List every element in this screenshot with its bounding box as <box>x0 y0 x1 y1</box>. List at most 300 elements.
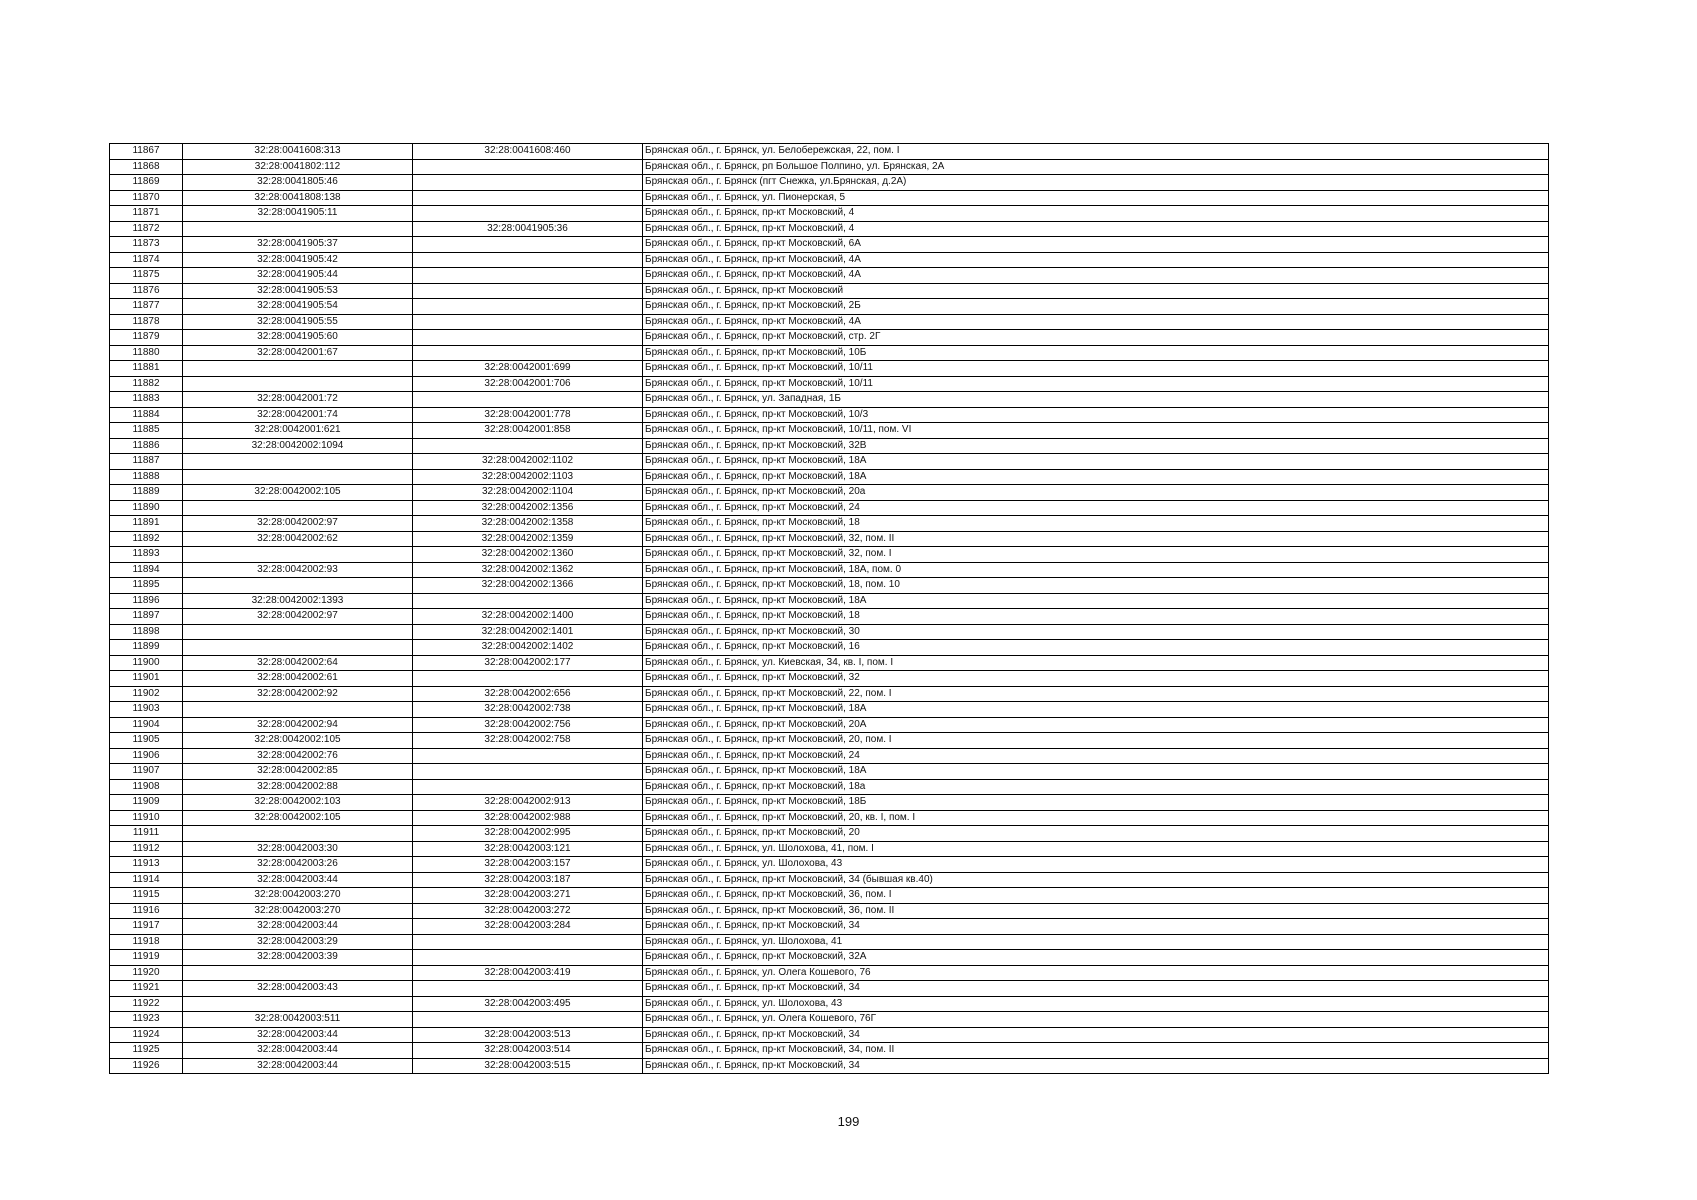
cadastral-number-building-cell: 32:28:0042003:284 <box>413 919 643 935</box>
cadastral-number-parcel-cell: 32:28:0042003:43 <box>183 981 413 997</box>
cadastral-number-building-cell <box>413 314 643 330</box>
row-number-cell: 11888 <box>110 469 183 485</box>
address-cell: Брянская обл., г. Брянск, ул. Шолохова, 43 <box>643 996 1549 1012</box>
cadastral-number-parcel-cell: 32:28:0042002:76 <box>183 748 413 764</box>
row-number-cell: 11913 <box>110 857 183 873</box>
cadastral-number-building-cell: 32:28:0042002:1104 <box>413 485 643 501</box>
address-cell: Брянская обл., г. Брянск, пр-кт Московский, 18А, пом. 0 <box>643 562 1549 578</box>
cadastral-number-building-cell: 32:28:0041905:36 <box>413 221 643 237</box>
table-row <box>110 314 1549 330</box>
address-cell: Брянская обл., г. Брянск, пр-кт Московский, 4 <box>643 206 1549 222</box>
table-row <box>110 919 1549 935</box>
row-number-cell: 11901 <box>110 671 183 687</box>
cadastral-number-parcel-cell: 32:28:0042002:105 <box>183 485 413 501</box>
cadastral-number-building-cell: 32:28:0042002:756 <box>413 717 643 733</box>
row-number-cell: 11885 <box>110 423 183 439</box>
cadastral-number-parcel-cell: 32:28:0042003:39 <box>183 950 413 966</box>
row-number-cell: 11903 <box>110 702 183 718</box>
address-cell: Брянская обл., г. Брянск, пр-кт Московский, 24 <box>643 500 1549 516</box>
address-cell: Брянская обл., г. Брянск, пр-кт Московский, 32, пом. I <box>643 547 1549 563</box>
row-number-cell: 11887 <box>110 454 183 470</box>
address-cell: Брянская обл., г. Брянск, ул. Олега Кошевого, 76 <box>643 965 1549 981</box>
table-row <box>110 593 1549 609</box>
cadastral-number-parcel-cell: 32:28:0041905:55 <box>183 314 413 330</box>
row-number-cell: 11869 <box>110 175 183 191</box>
table-row <box>110 237 1549 253</box>
row-number-cell: 11925 <box>110 1043 183 1059</box>
address-cell: Брянская обл., г. Брянск, пр-кт Московский, 36, пом. II <box>643 903 1549 919</box>
row-number-cell: 11918 <box>110 934 183 950</box>
address-cell: Брянская обл., г. Брянск, рп Большое Полпино, ул. Брянская, 2А <box>643 159 1549 175</box>
cadastral-number-building-cell: 32:28:0042003:157 <box>413 857 643 873</box>
table-row <box>110 1012 1549 1028</box>
table-row <box>110 1043 1549 1059</box>
cadastral-number-building-cell <box>413 252 643 268</box>
address-cell: Брянская обл., г. Брянск, пр-кт Московский, 4А <box>643 252 1549 268</box>
cadastral-number-parcel-cell <box>183 826 413 842</box>
cadastral-number-parcel-cell: 32:28:0042003:44 <box>183 1027 413 1043</box>
table-row <box>110 903 1549 919</box>
cadastral-number-building-cell: 32:28:0042002:177 <box>413 655 643 671</box>
cadastral-number-building-cell <box>413 345 643 361</box>
address-cell: Брянская обл., г. Брянск, пр-кт Московский, 34 <box>643 1027 1549 1043</box>
cadastral-number-parcel-cell: 32:28:0042002:105 <box>183 733 413 749</box>
cadastral-number-building-cell <box>413 593 643 609</box>
row-number-cell: 11924 <box>110 1027 183 1043</box>
cadastral-number-building-cell <box>413 330 643 346</box>
table-row <box>110 671 1549 687</box>
row-number-cell: 11907 <box>110 764 183 780</box>
address-cell: Брянская обл., г. Брянск (пгт Снежка, ул.Брянская, д.2А) <box>643 175 1549 191</box>
cadastral-number-building-cell: 32:28:0042002:1103 <box>413 469 643 485</box>
table-row <box>110 144 1549 160</box>
cadastral-number-parcel-cell: 32:28:0042002:103 <box>183 795 413 811</box>
address-cell: Брянская обл., г. Брянск, пр-кт Московский, 20А <box>643 717 1549 733</box>
address-cell: Брянская обл., г. Брянск, пр-кт Московский, 20, кв. I, пом. I <box>643 810 1549 826</box>
table-row <box>110 392 1549 408</box>
table-row <box>110 624 1549 640</box>
row-number-cell: 11878 <box>110 314 183 330</box>
address-cell: Брянская обл., г. Брянск, пр-кт Московский, 36, пом. I <box>643 888 1549 904</box>
address-cell: Брянская обл., г. Брянск, пр-кт Московский, 16 <box>643 640 1549 656</box>
row-number-cell: 11926 <box>110 1058 183 1074</box>
table-row <box>110 578 1549 594</box>
row-number-cell: 11872 <box>110 221 183 237</box>
cadastral-number-building-cell <box>413 764 643 780</box>
address-cell: Брянская обл., г. Брянск, ул. Шолохова, 43 <box>643 857 1549 873</box>
cadastral-number-parcel-cell: 32:28:0042001:72 <box>183 392 413 408</box>
table-row <box>110 299 1549 315</box>
cadastral-number-parcel-cell: 32:28:0042002:105 <box>183 810 413 826</box>
cadastral-number-building-cell: 32:28:0042001:699 <box>413 361 643 377</box>
row-number-cell: 11877 <box>110 299 183 315</box>
row-number-cell: 11912 <box>110 841 183 857</box>
row-number-cell: 11876 <box>110 283 183 299</box>
address-cell: Брянская обл., г. Брянск, пр-кт Московский, 20 <box>643 826 1549 842</box>
cadastral-number-building-cell: 32:28:0042002:1358 <box>413 516 643 532</box>
cadastral-number-building-cell <box>413 237 643 253</box>
address-cell: Брянская обл., г. Брянск, пр-кт Московский, 30 <box>643 624 1549 640</box>
address-cell: Брянская обл., г. Брянск, пр-кт Московский, 34 (бывшая кв.40) <box>643 872 1549 888</box>
cadastral-number-building-cell: 32:28:0042002:995 <box>413 826 643 842</box>
row-number-cell: 11910 <box>110 810 183 826</box>
cadastral-number-parcel-cell: 32:28:0042003:44 <box>183 872 413 888</box>
address-cell: Брянская обл., г. Брянск, ул. Белобережская, 22, пом. I <box>643 144 1549 160</box>
address-cell: Брянская обл., г. Брянск, пр-кт Московский, 18, пом. 10 <box>643 578 1549 594</box>
address-cell: Брянская обл., г. Брянск, пр-кт Московский, 20а <box>643 485 1549 501</box>
cadastral-number-building-cell: 32:28:0042002:1102 <box>413 454 643 470</box>
address-cell: Брянская обл., г. Брянск, ул. Шолохова, 41 <box>643 934 1549 950</box>
row-number-cell: 11879 <box>110 330 183 346</box>
cadastral-number-parcel-cell: 32:28:0042002:1094 <box>183 438 413 454</box>
table-row <box>110 376 1549 392</box>
cadastral-number-building-cell: 32:28:0042003:515 <box>413 1058 643 1074</box>
table-row <box>110 252 1549 268</box>
address-cell: Брянская обл., г. Брянск, пр-кт Московский, 18 <box>643 609 1549 625</box>
row-number-cell: 11902 <box>110 686 183 702</box>
cadastral-number-parcel-cell: 32:28:0041905:11 <box>183 206 413 222</box>
table-row <box>110 454 1549 470</box>
cadastral-number-building-cell <box>413 671 643 687</box>
address-cell: Брянская обл., г. Брянск, пр-кт Московский, 2Б <box>643 299 1549 315</box>
table-row <box>110 283 1549 299</box>
row-number-cell: 11895 <box>110 578 183 594</box>
address-cell: Брянская обл., г. Брянск, пр-кт Московский, 18Б <box>643 795 1549 811</box>
row-number-cell: 11870 <box>110 190 183 206</box>
cadastral-number-parcel-cell: 32:28:0042001:621 <box>183 423 413 439</box>
row-number-cell: 11911 <box>110 826 183 842</box>
cadastral-number-building-cell <box>413 283 643 299</box>
address-cell: Брянская обл., г. Брянск, пр-кт Московский, 18А <box>643 593 1549 609</box>
cadastral-number-parcel-cell: 32:28:0042002:64 <box>183 655 413 671</box>
cadastral-number-parcel-cell: 32:28:0041805:46 <box>183 175 413 191</box>
table-row <box>110 826 1549 842</box>
cadastral-number-parcel-cell <box>183 702 413 718</box>
cadastral-number-parcel-cell: 32:28:0042002:97 <box>183 516 413 532</box>
cadastral-number-parcel-cell: 32:28:0042003:270 <box>183 888 413 904</box>
table-row <box>110 190 1549 206</box>
address-cell: Брянская обл., г. Брянск, пр-кт Московский, 18А <box>643 454 1549 470</box>
cadastral-number-parcel-cell: 32:28:0041802:112 <box>183 159 413 175</box>
address-cell: Брянская обл., г. Брянск, ул. Киевская, 34, кв. I, пом. I <box>643 655 1549 671</box>
cadastral-number-building-cell: 32:28:0042002:656 <box>413 686 643 702</box>
cadastral-number-parcel-cell: 32:28:0042002:61 <box>183 671 413 687</box>
address-cell: Брянская обл., г. Брянск, ул. Западная, 1Б <box>643 392 1549 408</box>
cadastral-number-building-cell <box>413 392 643 408</box>
cadastral-number-parcel-cell: 32:28:0041905:37 <box>183 237 413 253</box>
cadastral-number-building-cell: 32:28:0042003:187 <box>413 872 643 888</box>
row-number-cell: 11882 <box>110 376 183 392</box>
cadastral-number-parcel-cell: 32:28:0041905:44 <box>183 268 413 284</box>
row-number-cell: 11893 <box>110 547 183 563</box>
table-row <box>110 330 1549 346</box>
cadastral-number-building-cell <box>413 748 643 764</box>
table-row <box>110 516 1549 532</box>
row-number-cell: 11892 <box>110 531 183 547</box>
address-cell: Брянская обл., г. Брянск, пр-кт Московский, 10/3 <box>643 407 1549 423</box>
row-number-cell: 11890 <box>110 500 183 516</box>
table-row <box>110 345 1549 361</box>
address-cell: Брянская обл., г. Брянск, пр-кт Московский, 4А <box>643 268 1549 284</box>
cadastral-number-parcel-cell: 32:28:0042003:30 <box>183 841 413 857</box>
table-row <box>110 857 1549 873</box>
table-row <box>110 981 1549 997</box>
row-number-cell: 11922 <box>110 996 183 1012</box>
table-row <box>110 1027 1549 1043</box>
address-cell: Брянская обл., г. Брянск, пр-кт Московский, 10/11 <box>643 361 1549 377</box>
row-number-cell: 11881 <box>110 361 183 377</box>
row-number-cell: 11921 <box>110 981 183 997</box>
cadastral-number-parcel-cell <box>183 965 413 981</box>
row-number-cell: 11867 <box>110 144 183 160</box>
cadastral-number-building-cell: 32:28:0042002:1356 <box>413 500 643 516</box>
address-cell: Брянская обл., г. Брянск, пр-кт Московский, стр. 2Г <box>643 330 1549 346</box>
address-cell: Брянская обл., г. Брянск, ул. Олега Кошевого, 76Г <box>643 1012 1549 1028</box>
address-cell: Брянская обл., г. Брянск, пр-кт Московский, 10/11, пом. VI <box>643 423 1549 439</box>
cadastral-number-building-cell: 32:28:0042003:495 <box>413 996 643 1012</box>
cadastral-number-parcel-cell: 32:28:0041905:53 <box>183 283 413 299</box>
page-number: 199 <box>837 1114 860 1129</box>
row-number-cell: 11891 <box>110 516 183 532</box>
address-cell: Брянская обл., г. Брянск, пр-кт Московский, 18а <box>643 779 1549 795</box>
cadastral-number-parcel-cell: 32:28:0042003:44 <box>183 1043 413 1059</box>
address-cell: Брянская обл., г. Брянск, пр-кт Московский, 32 <box>643 671 1549 687</box>
cadastral-number-building-cell: 32:28:0041608:460 <box>413 144 643 160</box>
row-number-cell: 11923 <box>110 1012 183 1028</box>
cadastral-number-building-cell: 32:28:0042003:121 <box>413 841 643 857</box>
table-row <box>110 500 1549 516</box>
cadastral-number-building-cell: 32:28:0042002:1359 <box>413 531 643 547</box>
row-number-cell: 11884 <box>110 407 183 423</box>
address-cell: Брянская обл., г. Брянск, пр-кт Московский, 18А <box>643 764 1549 780</box>
address-cell: Брянская обл., г. Брянск, пр-кт Московский, 18 <box>643 516 1549 532</box>
row-number-cell: 11916 <box>110 903 183 919</box>
cadastral-number-parcel-cell: 32:28:0041905:42 <box>183 252 413 268</box>
cadastral-number-parcel-cell <box>183 376 413 392</box>
address-cell: Брянская обл., г. Брянск, пр-кт Московский, 10/11 <box>643 376 1549 392</box>
cadastral-number-building-cell: 32:28:0042002:1401 <box>413 624 643 640</box>
table-row <box>110 795 1549 811</box>
cadastral-number-parcel-cell <box>183 469 413 485</box>
cadastral-number-parcel-cell: 32:28:0042003:26 <box>183 857 413 873</box>
cadastral-number-building-cell <box>413 190 643 206</box>
table-row <box>110 407 1549 423</box>
row-number-cell: 11883 <box>110 392 183 408</box>
table-row <box>110 221 1549 237</box>
cadastral-number-parcel-cell: 32:28:0042003:44 <box>183 919 413 935</box>
cadastral-table <box>109 143 1549 1074</box>
table-row <box>110 686 1549 702</box>
row-number-cell: 11899 <box>110 640 183 656</box>
cadastral-number-building-cell <box>413 1012 643 1028</box>
table-row <box>110 547 1549 563</box>
address-cell: Брянская обл., г. Брянск, пр-кт Московский, 34 <box>643 919 1549 935</box>
row-number-cell: 11909 <box>110 795 183 811</box>
cadastral-number-parcel-cell: 32:28:0042002:62 <box>183 531 413 547</box>
table-body <box>110 144 1549 1074</box>
table-row <box>110 764 1549 780</box>
row-number-cell: 11900 <box>110 655 183 671</box>
cadastral-number-parcel-cell <box>183 996 413 1012</box>
cadastral-number-building-cell <box>413 159 643 175</box>
address-cell: Брянская обл., г. Брянск, пр-кт Московский, 32, пом. II <box>643 531 1549 547</box>
cadastral-number-building-cell: 32:28:0042001:706 <box>413 376 643 392</box>
cadastral-number-parcel-cell: 32:28:0041905:54 <box>183 299 413 315</box>
cadastral-number-building-cell: 32:28:0042003:419 <box>413 965 643 981</box>
row-number-cell: 11915 <box>110 888 183 904</box>
table-row <box>110 810 1549 826</box>
cadastral-number-building-cell <box>413 438 643 454</box>
table-row <box>110 562 1549 578</box>
row-number-cell: 11905 <box>110 733 183 749</box>
table-row <box>110 655 1549 671</box>
cadastral-number-building-cell: 32:28:0042002:1360 <box>413 547 643 563</box>
row-number-cell: 11880 <box>110 345 183 361</box>
cadastral-number-parcel-cell <box>183 500 413 516</box>
address-cell: Брянская обл., г. Брянск, пр-кт Московский, 34, пом. II <box>643 1043 1549 1059</box>
cadastral-number-parcel-cell: 32:28:0042003:270 <box>183 903 413 919</box>
table-row <box>110 872 1549 888</box>
cadastral-number-building-cell: 32:28:0042002:1402 <box>413 640 643 656</box>
table-row <box>110 485 1549 501</box>
cadastral-number-parcel-cell: 32:28:0042001:67 <box>183 345 413 361</box>
address-cell: Брянская обл., г. Брянск, пр-кт Московский, 34 <box>643 981 1549 997</box>
cadastral-number-parcel-cell: 32:28:0042002:97 <box>183 609 413 625</box>
address-cell: Брянская обл., г. Брянск, пр-кт Московский, 4 <box>643 221 1549 237</box>
cadastral-number-building-cell <box>413 175 643 191</box>
address-cell: Брянская обл., г. Брянск, пр-кт Московский, 18А <box>643 702 1549 718</box>
cadastral-number-parcel-cell: 32:28:0041905:60 <box>183 330 413 346</box>
cadastral-number-parcel-cell <box>183 454 413 470</box>
cadastral-number-parcel-cell: 32:28:0042002:1393 <box>183 593 413 609</box>
table-row <box>110 934 1549 950</box>
cadastral-number-parcel-cell: 32:28:0042003:29 <box>183 934 413 950</box>
cadastral-number-building-cell: 32:28:0042002:1362 <box>413 562 643 578</box>
cadastral-number-building-cell: 32:28:0042002:1400 <box>413 609 643 625</box>
cadastral-number-parcel-cell: 32:28:0042003:44 <box>183 1058 413 1074</box>
table-row <box>110 950 1549 966</box>
cadastral-number-parcel-cell <box>183 547 413 563</box>
table-row <box>110 748 1549 764</box>
row-number-cell: 11919 <box>110 950 183 966</box>
table-row <box>110 779 1549 795</box>
cadastral-number-parcel-cell <box>183 578 413 594</box>
row-number-cell: 11908 <box>110 779 183 795</box>
table-row <box>110 609 1549 625</box>
address-cell: Брянская обл., г. Брянск, пр-кт Московский, 6А <box>643 237 1549 253</box>
cadastral-number-parcel-cell: 32:28:0042002:92 <box>183 686 413 702</box>
table-row <box>110 888 1549 904</box>
cadastral-number-parcel-cell <box>183 361 413 377</box>
cadastral-number-building-cell: 32:28:0042003:271 <box>413 888 643 904</box>
table-row <box>110 996 1549 1012</box>
table-row <box>110 206 1549 222</box>
cadastral-number-parcel-cell: 32:28:0041808:138 <box>183 190 413 206</box>
cadastral-number-building-cell <box>413 981 643 997</box>
row-number-cell: 11894 <box>110 562 183 578</box>
row-number-cell: 11897 <box>110 609 183 625</box>
row-number-cell: 11914 <box>110 872 183 888</box>
row-number-cell: 11889 <box>110 485 183 501</box>
cadastral-number-building-cell: 32:28:0042002:758 <box>413 733 643 749</box>
cadastral-number-parcel-cell: 32:28:0042001:74 <box>183 407 413 423</box>
cadastral-number-building-cell: 32:28:0042002:913 <box>413 795 643 811</box>
cadastral-number-building-cell: 32:28:0042003:272 <box>413 903 643 919</box>
address-cell: Брянская обл., г. Брянск, пр-кт Московский, 20, пом. I <box>643 733 1549 749</box>
table-row <box>110 469 1549 485</box>
cadastral-number-building-cell: 32:28:0042003:514 <box>413 1043 643 1059</box>
address-cell: Брянская обл., г. Брянск, пр-кт Московский <box>643 283 1549 299</box>
address-cell: Брянская обл., г. Брянск, пр-кт Московский, 32А <box>643 950 1549 966</box>
address-cell: Брянская обл., г. Брянск, пр-кт Московский, 24 <box>643 748 1549 764</box>
address-cell: Брянская обл., г. Брянск, пр-кт Московский, 32В <box>643 438 1549 454</box>
cadastral-number-parcel-cell: 32:28:0042002:88 <box>183 779 413 795</box>
table-row <box>110 268 1549 284</box>
cadastral-number-building-cell: 32:28:0042002:988 <box>413 810 643 826</box>
row-number-cell: 11904 <box>110 717 183 733</box>
address-cell: Брянская обл., г. Брянск, ул. Пионерская, 5 <box>643 190 1549 206</box>
row-number-cell: 11920 <box>110 965 183 981</box>
cadastral-number-building-cell: 32:28:0042003:513 <box>413 1027 643 1043</box>
table-row <box>110 733 1549 749</box>
row-number-cell: 11874 <box>110 252 183 268</box>
cadastral-number-building-cell: 32:28:0042002:738 <box>413 702 643 718</box>
table-row <box>110 965 1549 981</box>
table-row <box>110 438 1549 454</box>
row-number-cell: 11896 <box>110 593 183 609</box>
cadastral-number-building-cell <box>413 206 643 222</box>
row-number-cell: 11875 <box>110 268 183 284</box>
table-row <box>110 159 1549 175</box>
cadastral-number-parcel-cell: 32:28:0042003:511 <box>183 1012 413 1028</box>
address-cell: Брянская обл., г. Брянск, пр-кт Московский, 4А <box>643 314 1549 330</box>
table-row <box>110 361 1549 377</box>
cadastral-number-building-cell: 32:28:0042001:858 <box>413 423 643 439</box>
table-row <box>110 702 1549 718</box>
cadastral-number-parcel-cell <box>183 221 413 237</box>
cadastral-number-parcel-cell <box>183 624 413 640</box>
row-number-cell: 11873 <box>110 237 183 253</box>
cadastral-number-parcel-cell: 32:28:0042002:94 <box>183 717 413 733</box>
table-row <box>110 717 1549 733</box>
table-row <box>110 640 1549 656</box>
table-row <box>110 841 1549 857</box>
address-cell: Брянская обл., г. Брянск, пр-кт Московский, 10Б <box>643 345 1549 361</box>
cadastral-number-building-cell: 32:28:0042001:778 <box>413 407 643 423</box>
cadastral-number-building-cell <box>413 779 643 795</box>
table-row <box>110 423 1549 439</box>
cadastral-number-parcel-cell: 32:28:0042002:93 <box>183 562 413 578</box>
table-row <box>110 1058 1549 1074</box>
table-row <box>110 531 1549 547</box>
row-number-cell: 11871 <box>110 206 183 222</box>
row-number-cell: 11906 <box>110 748 183 764</box>
cadastral-number-parcel-cell: 32:28:0041608:313 <box>183 144 413 160</box>
cadastral-number-building-cell: 32:28:0042002:1366 <box>413 578 643 594</box>
cadastral-number-building-cell <box>413 299 643 315</box>
cadastral-number-parcel-cell <box>183 640 413 656</box>
address-cell: Брянская обл., г. Брянск, пр-кт Московский, 34 <box>643 1058 1549 1074</box>
address-cell: Брянская обл., г. Брянск, пр-кт Московский, 18А <box>643 469 1549 485</box>
cadastral-number-building-cell <box>413 950 643 966</box>
row-number-cell: 11917 <box>110 919 183 935</box>
cadastral-number-building-cell <box>413 934 643 950</box>
cadastral-number-building-cell <box>413 268 643 284</box>
row-number-cell: 11898 <box>110 624 183 640</box>
address-cell: Брянская обл., г. Брянск, ул. Шолохова, 41, пом. I <box>643 841 1549 857</box>
address-cell: Брянская обл., г. Брянск, пр-кт Московский, 22, пом. I <box>643 686 1549 702</box>
row-number-cell: 11868 <box>110 159 183 175</box>
